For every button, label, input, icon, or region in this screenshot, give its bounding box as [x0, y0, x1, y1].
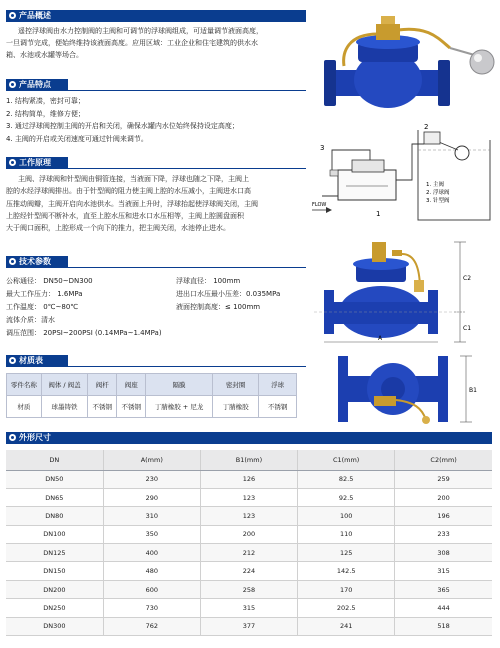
table-cell: DN150 [6, 562, 103, 580]
principle-line: 大于阀口面积，上腔形成一个向下的推力，把主阀关闭，水池停止进水。 [6, 224, 230, 233]
table-cell: 233 [395, 525, 492, 543]
overview-line: 遥控浮球阀由水力控制阀的主阀和可调节的浮球阀组成，可适量调节液面高度， [18, 27, 263, 35]
spec-b: 液面控制高度：≤ 100mm [176, 303, 261, 311]
table-cell: 126 [200, 470, 297, 488]
table-cell: 200 [395, 488, 492, 506]
spec-b: 浮球直径： 100mm [176, 277, 241, 285]
spec-a: 工作温度： 0℃~80℃ [6, 303, 79, 311]
bullet-icon [9, 357, 16, 364]
product-photo [318, 8, 496, 120]
bullet-icon [9, 434, 16, 441]
table-cell: DN80 [6, 507, 103, 525]
table-cell: 350 [103, 525, 200, 543]
table-cell: 241 [298, 617, 395, 635]
table-cell: 444 [395, 599, 492, 617]
bullet-icon [9, 159, 16, 166]
feature-item: 4. 主阀的开启或关闭速度可通过针阀来调节。 [6, 134, 148, 143]
materials-header-cell: 零件名称 [7, 374, 42, 396]
materials-title: 材质表 [19, 356, 43, 365]
callout-1: 1 [376, 210, 381, 218]
table-cell: 123 [200, 507, 297, 525]
table-row [6, 544, 492, 562]
dimensions-header-cell: A(mm) [103, 450, 200, 470]
table-cell: 518 [395, 617, 492, 635]
table-row [6, 525, 492, 543]
table-cell: 123 [200, 488, 297, 506]
dimensions-header-cell: C2(mm) [395, 450, 492, 470]
dimensions-table [6, 450, 492, 636]
principle-line: 腔的水经浮球阀排出。由于针型阀的阻力使主阀上腔的水压减小，主阀进水口高 [6, 187, 251, 196]
table-cell: 290 [103, 488, 200, 506]
feature-item: 2. 结构简单，维修方便； [6, 109, 85, 118]
table-cell: DN250 [6, 599, 103, 617]
principle-line: 主阀、浮球阀和针型阀由铜管连接，当液面下降，浮球也随之下降，主阀上 [18, 175, 249, 183]
specs-title: 技术参数 [19, 257, 51, 266]
table-cell: 100 [298, 507, 395, 525]
principle-line: 上腔经针型阀不断补水，直至上腔水压和进水口水压相等，主阀上腔圆盘面积 [6, 211, 244, 220]
overview-header [6, 10, 306, 22]
materials-header-cell: 密封圈 [212, 374, 258, 396]
table-row [6, 562, 492, 580]
table-cell: 224 [200, 562, 297, 580]
table-cell: 92.5 [298, 488, 395, 506]
principle-divider [6, 168, 306, 169]
installation-schematic [312, 120, 496, 230]
materials-cell: 不锈钢 [88, 396, 117, 418]
materials-cell: 材质 [7, 396, 42, 418]
table-row [6, 580, 492, 598]
materials-header-row [7, 374, 297, 396]
table-cell: 196 [395, 507, 492, 525]
table-cell: 200 [200, 525, 297, 543]
table-cell: DN65 [6, 488, 103, 506]
dim-label-a: A [378, 335, 383, 342]
dimension-drawing-side [310, 236, 496, 348]
materials-cell: 丁腈橡胶 + 尼龙 [146, 396, 213, 418]
flow-label: FLOW [312, 202, 327, 208]
table-row [6, 470, 492, 488]
materials-cell: 丁腈橡胶 [212, 396, 258, 418]
table-cell: 730 [103, 599, 200, 617]
table-cell: DN50 [6, 470, 103, 488]
materials-cell: 不锈钢 [259, 396, 297, 418]
bullet-icon [9, 12, 16, 19]
overview-line: 箱、水池或水罐等场合。 [6, 51, 83, 59]
features-list [6, 95, 306, 145]
dim-label-b1: B1 [469, 387, 477, 394]
legend-item: 2. 浮球阀 [426, 190, 450, 196]
table-cell: 259 [395, 470, 492, 488]
table-row [6, 599, 492, 617]
dimensions-header-cell: DN [6, 450, 103, 470]
overview-line: 一旦调节完成，便始终维持该液面高度。应用区域：工业企业和住宅建筑的供水水 [6, 39, 258, 47]
table-cell: 230 [103, 470, 200, 488]
table-row [6, 488, 492, 506]
spec-a: 最大工作压力： 1.6MPa [6, 290, 83, 298]
table-cell: DN300 [6, 617, 103, 635]
table-cell: 600 [103, 580, 200, 598]
feature-item: 3. 通过浮球阀控制主阀的开启和关闭，确保水罐内水位始终保持设定高度； [6, 122, 239, 130]
overview-text [6, 25, 306, 61]
materials-row [7, 396, 297, 418]
bullet-icon [9, 258, 16, 265]
spec-a: 流体介质：清水 [6, 316, 55, 324]
callout-3: 3 [320, 144, 325, 152]
legend-item: 3. 针型阀 [426, 198, 450, 204]
materials-table [6, 373, 297, 418]
table-cell: 315 [395, 562, 492, 580]
table-cell: DN200 [6, 580, 103, 598]
table-cell: 142.5 [298, 562, 395, 580]
materials-divider [6, 366, 306, 367]
overview-title: 产品概述 [19, 11, 51, 20]
materials-header-cell: 阀杆 [88, 374, 117, 396]
callout-2: 2 [424, 123, 429, 131]
table-cell: 310 [103, 507, 200, 525]
principle-line: 压推动阀瓣，主阀开启向水池供水。当液面上升时，浮球抬起使浮球阀关闭，主阀 [6, 199, 258, 208]
spec-a: 公称通径： DN50~DN300 [6, 277, 93, 285]
table-cell: 315 [200, 599, 297, 617]
features-title: 产品特点 [19, 80, 51, 89]
features-divider [6, 90, 306, 91]
bullet-icon [9, 81, 16, 88]
dimensions-title: 外形尺寸 [19, 433, 51, 442]
table-cell: 125 [298, 544, 395, 562]
table-cell: 170 [298, 580, 395, 598]
dim-label-c1: C1 [463, 325, 472, 332]
table-cell: 212 [200, 544, 297, 562]
principle-text [6, 173, 306, 234]
table-cell: 308 [395, 544, 492, 562]
table-cell: DN100 [6, 525, 103, 543]
dim-label-c2: C2 [463, 275, 472, 282]
table-cell: 202.5 [298, 599, 395, 617]
table-row [6, 617, 492, 635]
table-cell: DN125 [6, 544, 103, 562]
spec-b: 进出口水压最小压差：0.035MPa [176, 290, 281, 298]
table-row [6, 507, 492, 525]
table-cell: 110 [298, 525, 395, 543]
materials-header-cell: 阀体 / 阀盖 [41, 374, 87, 396]
materials-header-cell: 阀座 [117, 374, 146, 396]
materials-header-cell: 隔膜 [146, 374, 213, 396]
dimension-drawing-top [330, 350, 490, 428]
specs-divider [6, 267, 306, 268]
dimensions-header [6, 432, 492, 444]
legend-item: 1. 主阀 [426, 182, 444, 188]
feature-item: 1. 结构紧凑，密封可靠； [6, 97, 85, 105]
table-cell: 258 [200, 580, 297, 598]
table-cell: 365 [395, 580, 492, 598]
table-cell: 377 [200, 617, 297, 635]
dimensions-header-cell: C1(mm) [298, 450, 395, 470]
materials-cell: 球墨铸铁 [41, 396, 87, 418]
principle-title: 工作原理 [19, 158, 51, 167]
table-cell: 400 [103, 544, 200, 562]
spec-a: 调压范围： 20PSI~200PSI (0.14MPa~1.4MPa) [6, 329, 162, 337]
dimensions-header-row [6, 450, 492, 470]
materials-cell: 不锈钢 [117, 396, 146, 418]
materials-header-cell: 浮球 [259, 374, 297, 396]
table-cell: 480 [103, 562, 200, 580]
dimensions-header-cell: B1(mm) [200, 450, 297, 470]
table-cell: 762 [103, 617, 200, 635]
table-cell: 82.5 [298, 470, 395, 488]
